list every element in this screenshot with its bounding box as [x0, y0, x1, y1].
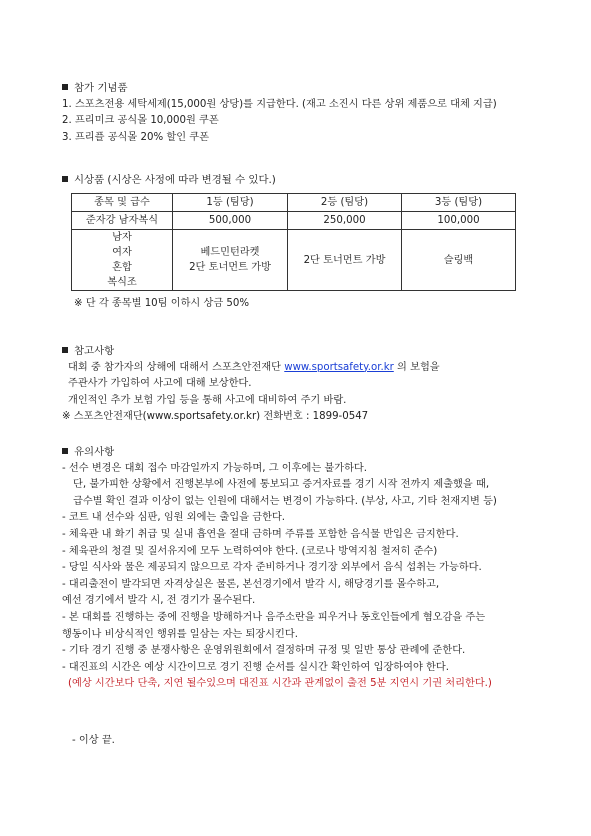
insurance-text: 대회 중 참가자의 상해에 대해서 스포츠안전재단: [68, 361, 285, 373]
event-label: 복식조: [107, 277, 137, 288]
caution-line: 예선 경기에서 발각 시, 전 경기가 몰수된다.: [62, 595, 256, 607]
header-cell-first: 1등 (팀당): [173, 194, 288, 212]
end-mark: - 이상 끝.: [72, 735, 115, 746]
event-label: 여자: [112, 247, 132, 258]
square-bullet-icon: [62, 84, 68, 90]
header-cell-event: 종목 및 급수: [72, 194, 173, 212]
awards-heading-block: [62, 172, 276, 189]
table-row: [72, 230, 516, 291]
square-bullet-icon: [62, 176, 68, 182]
cautions-title: 유의사항: [74, 446, 115, 458]
table-row: [72, 212, 516, 230]
awards-note: ※ 단 각 종목별 10팀 이하시 상금 50%: [74, 298, 250, 309]
caution-line: - 대리출전이 발각되면 자격상실은 물론, 본선경기에서 발각 시, 해당경기를 몰수하고,: [62, 578, 440, 590]
gifts-section: [62, 80, 497, 146]
end-block: [72, 733, 115, 750]
event-label: 혼합: [112, 262, 132, 273]
insurance-line-4: ※ 스포츠안전재단(www.sportsafety.or.kr) 전화번호 : 1899-0547: [62, 411, 369, 423]
prize-goods-label: 베드민턴라켓: [200, 247, 260, 258]
insurance-line-2: 주관사가 가입하여 사고에 대해 보상한다.: [68, 378, 252, 390]
prize-goods-label: 2단 토너먼트 가방: [189, 262, 271, 273]
insurance-section: [62, 343, 440, 426]
table-header-row: [72, 194, 516, 212]
cautions-section: [62, 444, 497, 693]
gifts-title: 참가 기념품: [74, 82, 128, 94]
caution-line: - 기타 경기 진행 중 분쟁사항은 운영위원회에서 결정하며 규정 및 일반 통상 관례에 준한다.: [62, 645, 466, 657]
caution-line: - 체육관 내 화기 취급 및 실내 흡연을 절대 금하며 주류를 포함한 음식물 반입은 금지한다.: [62, 528, 459, 540]
cell-event-list: [72, 230, 173, 291]
awards-title: 시상품 (시상은 사정에 따라 변경될 수 있다.): [74, 174, 276, 186]
caution-line: 행동이나 비상식적인 행위를 일삼는 자는 퇴장시킨다.: [62, 628, 298, 640]
cell-second-prize: 250,000: [288, 212, 402, 230]
cell-third-prize-goods: 슬링백: [402, 230, 516, 291]
header-cell-second: 2등 (팀당): [288, 194, 402, 212]
caution-line: - 체육관의 청결 및 질서유지에 모두 노력하여야 한다. (코로나 방역지침 철저히 준수): [62, 545, 438, 557]
gifts-heading: [62, 80, 497, 97]
square-bullet-icon: [62, 347, 68, 353]
cell-event: 준자강 남자복식: [72, 212, 173, 230]
event-label: 남자: [112, 232, 132, 243]
cell-first-prize-goods: [173, 230, 288, 291]
insurance-title: 참고사항: [74, 345, 115, 357]
insurance-heading: [62, 343, 440, 360]
gift-item-3: 3. 프리플 공식몰 20% 할인 쿠폰: [62, 131, 209, 143]
caution-line: - 당일 식사와 물은 제공되지 않으므로 각자 준비하거나 경기장 외부에서 음식 섭취는 가능하다.: [62, 562, 482, 574]
insurance-text: 의 보험을: [393, 361, 440, 373]
header-cell-third: 3등 (팀당): [402, 194, 516, 212]
awards-note-block: [74, 296, 249, 313]
prize-table: [71, 193, 516, 291]
gift-item-1: 1. 스포츠전용 세탁세제(15,000원 상당)를 지급한다. (재고 소진시 다른 상위 제품으로 대체 지급): [62, 98, 497, 110]
gift-item-2: 2. 프리미크 공식몰 10,000원 쿠폰: [62, 115, 219, 127]
cautions-heading: [62, 444, 497, 461]
insurance-line-1: [62, 360, 440, 377]
caution-line: - 코트 내 선수와 심판, 임원 외에는 출입을 금한다.: [62, 512, 286, 524]
caution-line: - 본 대회를 진행하는 중에 진행을 방해하거나 음주소란을 피우거나 동호인들에게 혐오감을 주는: [62, 611, 486, 623]
caution-line: 단, 불가피한 상황에서 진행본부에 사전에 통보되고 증거자료를 경기 시작 전까지 제출했을 때,: [73, 479, 490, 491]
caution-line: 급수별 확인 결과 이상이 없는 인원에 대해서는 변경이 가능하다. (부상, 사고, 기타 천재지변 등): [73, 495, 497, 507]
sportsafety-link[interactable]: www.sportsafety.or.kr: [284, 361, 394, 373]
cell-first-prize: 500,000: [173, 212, 288, 230]
awards-heading: [62, 172, 276, 189]
cell-second-prize-goods: 2단 토너먼트 가방: [288, 230, 402, 291]
insurance-line-3: 개인적인 추가 보험 가입 등을 통해 사고에 대비하여 주기 바람.: [68, 394, 347, 406]
caution-line: - 대진표의 시간은 예상 시간이므로 경기 진행 순서를 실시간 확인하여 입장하여야 한다.: [62, 661, 449, 673]
square-bullet-icon: [62, 448, 68, 454]
caution-line: - 선수 변경은 대회 접수 마감일까지 가능하며, 그 이후에는 불가하다.: [62, 462, 368, 474]
caution-warning-line: (예상 시간보다 단축, 지연 될수있으며 대진표 시간과 관계없이 출전 5분 지연시 기권 처리한다.): [68, 678, 492, 690]
cell-third-prize: 100,000: [402, 212, 516, 230]
